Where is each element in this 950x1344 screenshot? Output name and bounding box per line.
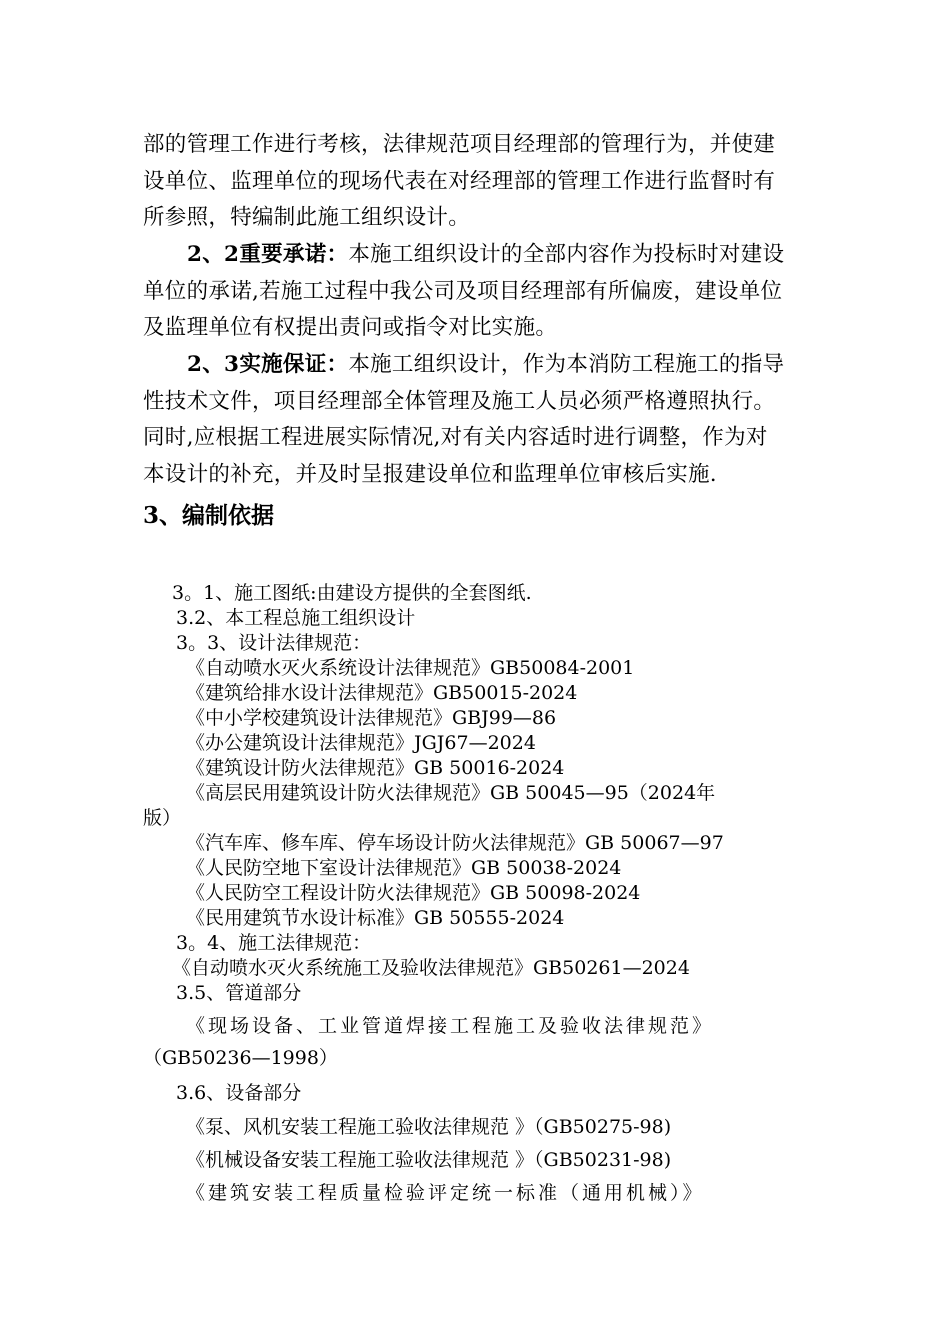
section-2-3-line: 本设计的补充，并及时呈报建设单位和监理单位审核后实施. bbox=[143, 461, 717, 487]
reference-item-3-4: 3。4、施工法律规范： bbox=[176, 932, 372, 954]
reference-item-3-3: 3。3、设计法律规范： bbox=[176, 632, 372, 654]
design-code-item: 《中小学校建筑设计法律规范》GBJ99—86 bbox=[186, 707, 557, 729]
pipe-code-continuation: （GB50236—1998） bbox=[143, 1047, 338, 1069]
section-2-2-text: 本施工组织设计的全部内容作为投标时对建设 bbox=[348, 242, 785, 267]
design-code-item: 《人民防空地下室设计法律规范》GB 50038-2024 bbox=[186, 857, 622, 879]
design-code-item: 《办公建筑设计法律规范》JGJ67—2024 bbox=[186, 732, 536, 754]
section-2-3-text: 本施工组织设计，作为本消防工程施工的指导 bbox=[348, 352, 785, 377]
reference-item-3-1: 3。1、施工图纸:由建设方提供的全套图纸. bbox=[172, 582, 532, 604]
design-code-item: 《自动喷水灭火系统设计法律规范》GB50084-2001 bbox=[186, 657, 635, 679]
equipment-code-item: 《泵、风机安装工程施工验收法律规范 》（GB50275-98) bbox=[186, 1116, 672, 1138]
section-2-3-line: 同时,应根据工程进展实际情况,对有关内容适时进行调整，作为对 bbox=[143, 425, 768, 450]
section-3-heading: 3、编制依据 bbox=[143, 502, 275, 529]
design-code-item: 《民用建筑节水设计标准》GB 50555-2024 bbox=[186, 907, 565, 929]
design-code-item: 《建筑给排水设计法律规范》GB50015-2024 bbox=[186, 682, 578, 704]
section-2-3-label: 2、3实施保证： bbox=[187, 352, 349, 377]
design-code-continuation: 版） bbox=[143, 807, 182, 829]
intro-line: 所参照，特编制此施工组织设计。 bbox=[143, 205, 471, 230]
section-2-2-line: 单位的承诺,若施工过程中我公司及项目经理部有所偏废，建设单位 bbox=[143, 278, 783, 304]
section-2-2-paragraph bbox=[143, 237, 805, 347]
section-2-3-line: 性技术文件，项目经理部全体管理及施工人员必须严格遵照执行。 bbox=[143, 388, 776, 414]
intro-line: 部的管理工作进行考核，法律规范项目经理部的管理行为，并使建 bbox=[143, 132, 776, 157]
design-code-item: 《高层民用建筑设计防火法律规范》GB 50045—95（2024年 bbox=[186, 782, 716, 804]
section-2-3-first-line bbox=[143, 347, 805, 384]
reference-item-3-2: 3.2、本工程总施工组织设计 bbox=[176, 607, 416, 629]
reference-item-3-5: 3.5、管道部分 bbox=[176, 982, 302, 1004]
design-code-item: 《人民防空工程设计防火法律规范》GB 50098-2024 bbox=[186, 882, 641, 904]
design-code-item: 《建筑设计防火法律规范》GB 50016-2024 bbox=[186, 757, 565, 779]
section-2-3-paragraph bbox=[143, 347, 805, 493]
construction-code-item: 《自动喷水灭火系统施工及验收法律规范》GB50261—2024 bbox=[172, 957, 690, 979]
intro-line: 设单位、监理单位的现场代表在对经理部的管理工作进行监督时有 bbox=[143, 168, 776, 194]
intro-paragraph bbox=[143, 127, 805, 237]
reference-item-3-6: 3.6、设备部分 bbox=[176, 1082, 302, 1104]
equipment-code-item: 《建筑安装工程质量检验评定统一标准（通用机械）》 bbox=[186, 1182, 705, 1204]
design-code-item: 《汽车库、修车库、停车场设计防火法律规范》GB 50067—97 bbox=[186, 832, 724, 854]
section-2-2-line: 及监理单位有权提出责问或指令对比实施。 bbox=[143, 315, 558, 340]
section-2-2-first-line bbox=[143, 237, 805, 274]
equipment-code-item: 《机械设备安装工程施工验收法律规范 》（GB50231-98) bbox=[186, 1149, 672, 1171]
section-2-2-label: 2、2重要承诺： bbox=[187, 242, 349, 267]
pipe-code-item: 《现场设备、工业管道焊接工程施工及验收法律规范》 bbox=[186, 1015, 715, 1037]
